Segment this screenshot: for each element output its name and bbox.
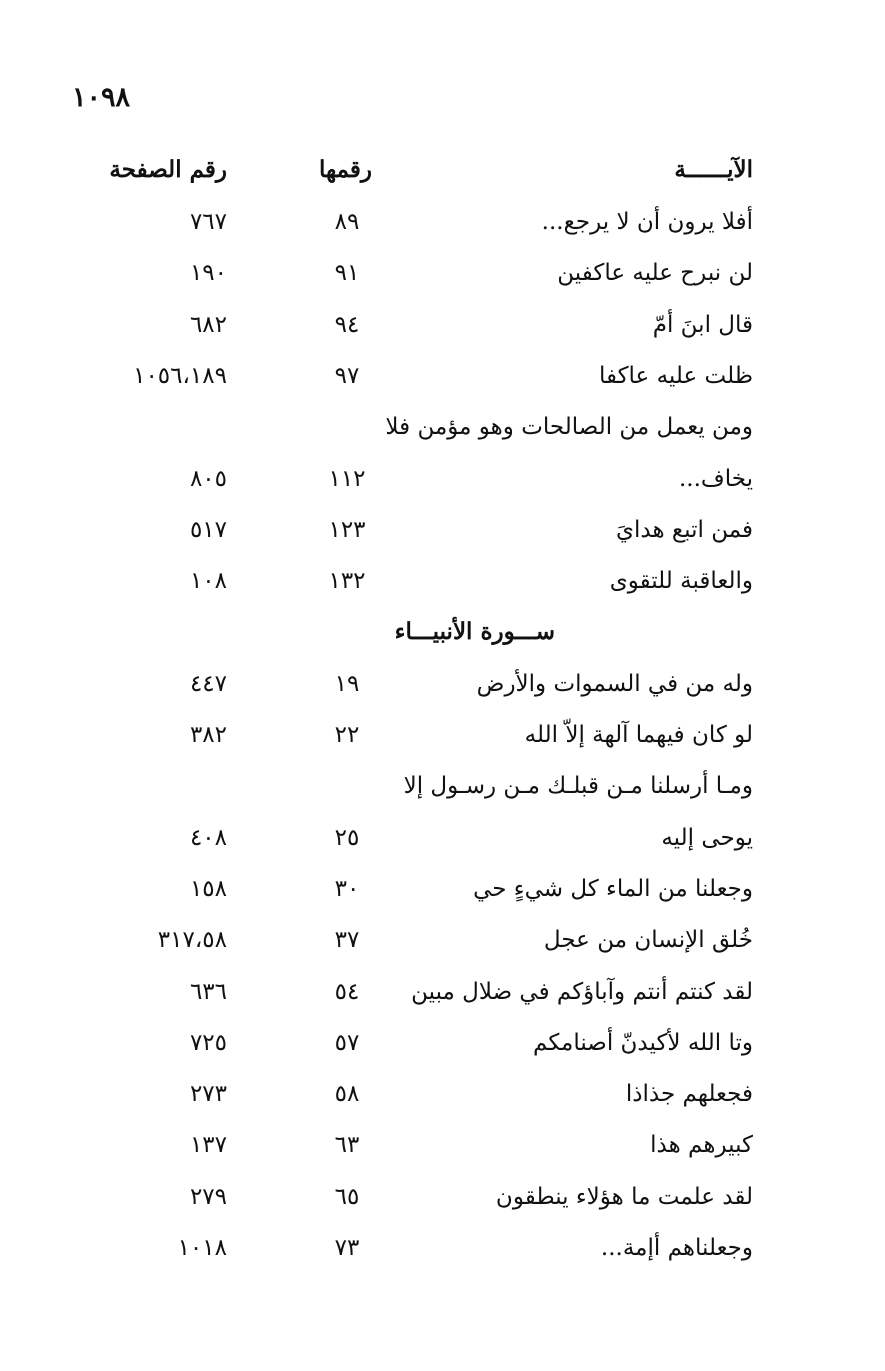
page-reference: ٢٧٩ (189, 1184, 227, 1210)
index-row (0, 867, 885, 911)
verse-text: ظلت عليه عاكفا (598, 363, 753, 389)
verse-number: ٩٤ (334, 312, 360, 338)
verse-text: وجعلناهم أإمة... (600, 1235, 753, 1261)
page-number: ١٠٩٨ (72, 82, 131, 113)
verse-number: ١٢٣ (328, 517, 366, 543)
page-reference: ٣١٧،٥٨ (157, 927, 227, 953)
verse-text: ومـا أرسلنا مـن قبلـك مـن رسـول إلا (403, 773, 753, 799)
index-row (0, 457, 885, 501)
index-row (0, 251, 885, 295)
page-reference: ١٠٥٦،١٨٩ (133, 363, 227, 389)
verse-text: خُلق الإنسان من عجل (543, 927, 753, 953)
index-row (0, 354, 885, 398)
verse-text: يخاف... (678, 466, 753, 492)
header-verse: الآيــــــة (674, 156, 753, 183)
verse-text: فجعلهم جذاذا (625, 1081, 753, 1107)
page-reference: ٤٠٨ (189, 825, 227, 851)
index-row (0, 303, 885, 347)
index-row (0, 662, 885, 706)
index-row (0, 1021, 885, 1065)
page-reference: ١٣٧ (189, 1132, 227, 1158)
verse-text: لن نبرح عليه عاكفين (557, 260, 753, 286)
verse-text: وجعلنا من الماء كل شيءٍ حي (473, 876, 753, 902)
page-reference: ٣٨٢ (189, 722, 227, 748)
page-reference: ١٥٨ (189, 876, 227, 902)
index-row (0, 1123, 885, 1167)
index-row (0, 970, 885, 1014)
index-row (0, 764, 885, 808)
surah-heading (0, 610, 885, 654)
verse-number: ٧٣ (334, 1235, 360, 1261)
page-reference: ١٠٨ (189, 568, 227, 594)
verse-text: لو كان فيهما آلهة إلاّ الله (524, 722, 753, 748)
verse-number: ٦٥ (334, 1184, 360, 1210)
index-row (0, 1175, 885, 1219)
verse-text: وتا الله لأكيدنّ أصنامكم (533, 1030, 753, 1056)
verse-number: ٩١ (334, 260, 360, 286)
verse-text: فمن اتبع هدايَ (616, 517, 753, 543)
verse-number: ٨٩ (334, 209, 360, 235)
verse-number: ٩٧ (334, 363, 360, 389)
verse-text: قال ابنَ أمّ (652, 312, 753, 338)
index-row (0, 508, 885, 552)
verse-number: ١٣٢ (328, 568, 366, 594)
verse-number: ٣٠ (334, 876, 360, 902)
verse-number: ١٩ (334, 671, 360, 697)
verse-number: ٣٧ (334, 927, 360, 953)
verse-text: والعاقبة للتقوى (609, 568, 753, 594)
verse-text: أفلا يرون أن لا يرجع... (541, 209, 753, 235)
page-reference: ٧٢٥ (189, 1030, 227, 1056)
page-reference: ١٠١٨ (177, 1235, 227, 1261)
verse-text: لقد علمت ما هؤلاء ينطقون (495, 1184, 753, 1210)
header-number: رقمها (318, 156, 372, 183)
verse-number: ٢٥ (334, 825, 360, 851)
index-row (0, 1226, 885, 1270)
index-row (0, 713, 885, 757)
page-reference: ٥١٧ (189, 517, 227, 543)
table-header (0, 148, 885, 192)
index-row (0, 200, 885, 244)
verse-text: لقد كنتم أنتم وآباؤكم في ضلال مبين (411, 979, 753, 1005)
page-reference: ١٩٠ (189, 260, 227, 286)
verse-number: ٥٤ (334, 979, 360, 1005)
verse-number: ٥٨ (334, 1081, 360, 1107)
page-reference: ٧٦٧ (189, 209, 227, 235)
index-row (0, 559, 885, 603)
page-reference: ٦٣٦ (189, 979, 227, 1005)
page-reference: ٤٤٧ (189, 671, 227, 697)
index-row (0, 405, 885, 449)
index-row (0, 816, 885, 860)
verse-number: ١١٢ (328, 466, 366, 492)
page-reference: ٨٠٥ (189, 466, 227, 492)
verse-text: يوحى إليه (661, 825, 753, 851)
verse-number: ٢٢ (334, 722, 360, 748)
verse-text: كبيرهم هذا (650, 1132, 753, 1158)
verse-text: ومن يعمل من الصالحات وهو مؤمن فلا (385, 414, 753, 440)
header-page: رقم الصفحة (109, 156, 227, 183)
index-row (0, 1072, 885, 1116)
page-reference: ٦٨٢ (189, 312, 227, 338)
surah-title: ســـورة الأنبيـــاء (394, 618, 555, 645)
page-reference: ٢٧٣ (189, 1081, 227, 1107)
verse-number: ٦٣ (334, 1132, 360, 1158)
verse-number: ٥٧ (334, 1030, 360, 1056)
index-row (0, 918, 885, 962)
verse-text: وله من في السموات والأرض (476, 671, 753, 697)
